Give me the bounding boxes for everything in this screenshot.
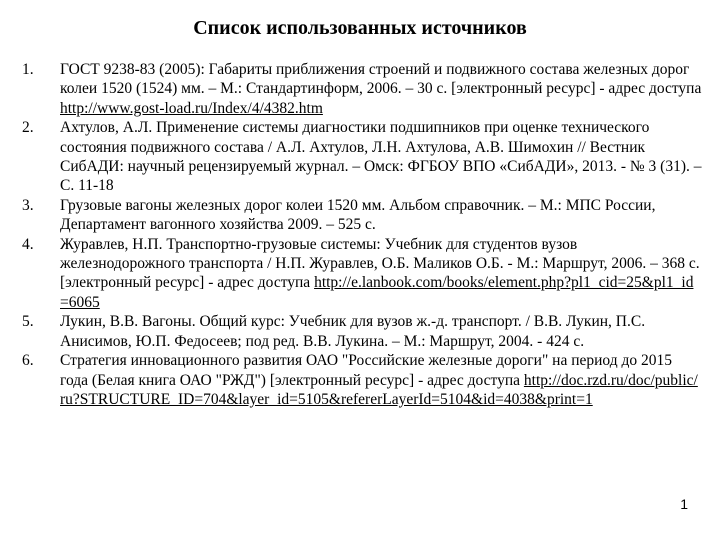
page-title: Список использованных источников — [193, 17, 527, 39]
reference-number: 2. — [22, 119, 34, 137]
reference-number: 1. — [22, 61, 34, 78]
reference-number: 5. — [22, 313, 34, 331]
reference-number: 3. — [22, 196, 34, 214]
reference-item — [22, 118, 702, 196]
reference-list — [22, 60, 702, 409]
reference-text: Стратегия инновационного развития ОАО "Российские железные дороги" на период до 2015 года (Белая книга ОАО "РЖД") [электронный ресурс] - адрес доступа — [60, 352, 673, 389]
reference-item — [22, 312, 702, 351]
reference-number: 6. — [22, 352, 34, 370]
reference-number: 4. — [22, 235, 34, 253]
reference-link[interactable]: http://doc.rzd.ru/doc/public/ru?STRUCTURE_ID=704&layer_id=5105&refererLayerId=5104&id=4038&print=1 — [60, 371, 698, 408]
reference-item — [22, 196, 702, 235]
reference-text: Грузовые вагоны железных дорог колеи 1520 мм. Альбом справочник. – М.: МПС России, Департамент вагонного хозяйства 2009. – 525 с. — [60, 196, 656, 234]
reference-text: ГОСТ 9238-83 (2005): Габариты приближения строений и подвижного состава железных дорог колеи 1520 (1524) мм. – М.: Стандартинформ, 2006. – 30 с. [электронный ресурс] - адрес доступа — [60, 61, 702, 98]
reference-item — [22, 60, 702, 118]
reference-text: Лукин, В.В. Вагоны. Общий курс: Учебник для вузов ж.-д. транспорт. / В.В. Лукин, П.С. Анисимов, Ю.П. Федосеев; под ред. В.В. Лукина. – М.: Маршрут, 2004. - 424 с. — [60, 313, 646, 350]
page-number: 1 — [680, 496, 688, 512]
reference-item — [22, 235, 702, 313]
reference-text: Журавлев, Н.П. Транспортно-грузовые системы: Учебник для студентов вузов железнодорожного транспорта / Н.П. Журавлев, О.Б. Маликов О.Б. - М.: Маршрут, 2006. – 368 с. [электронный ресурс] - адрес доступа — [60, 235, 700, 292]
reference-link[interactable]: http://e.lanbook.com/books/element.php?pl1_cid=25&pl1_id=6065 — [60, 274, 694, 311]
reference-item — [22, 351, 702, 409]
reference-link[interactable]: http://www.gost-load.ru/Index/4/4382.htm — [60, 99, 323, 117]
reference-text: Ахтулов, А.Л. Применение системы диагностики подшипников при оценке технического состояния подвижного состава / А.Л. Ахтулов, Л.Н. Ахтулова, А.В. Шимохин // Вестник СибАДИ: научный рецензируемый журнал. – Омск: ФГБОУ ВПО «СибАДИ», 2013. - № 3 (31). – С. 11-18 — [60, 119, 702, 195]
